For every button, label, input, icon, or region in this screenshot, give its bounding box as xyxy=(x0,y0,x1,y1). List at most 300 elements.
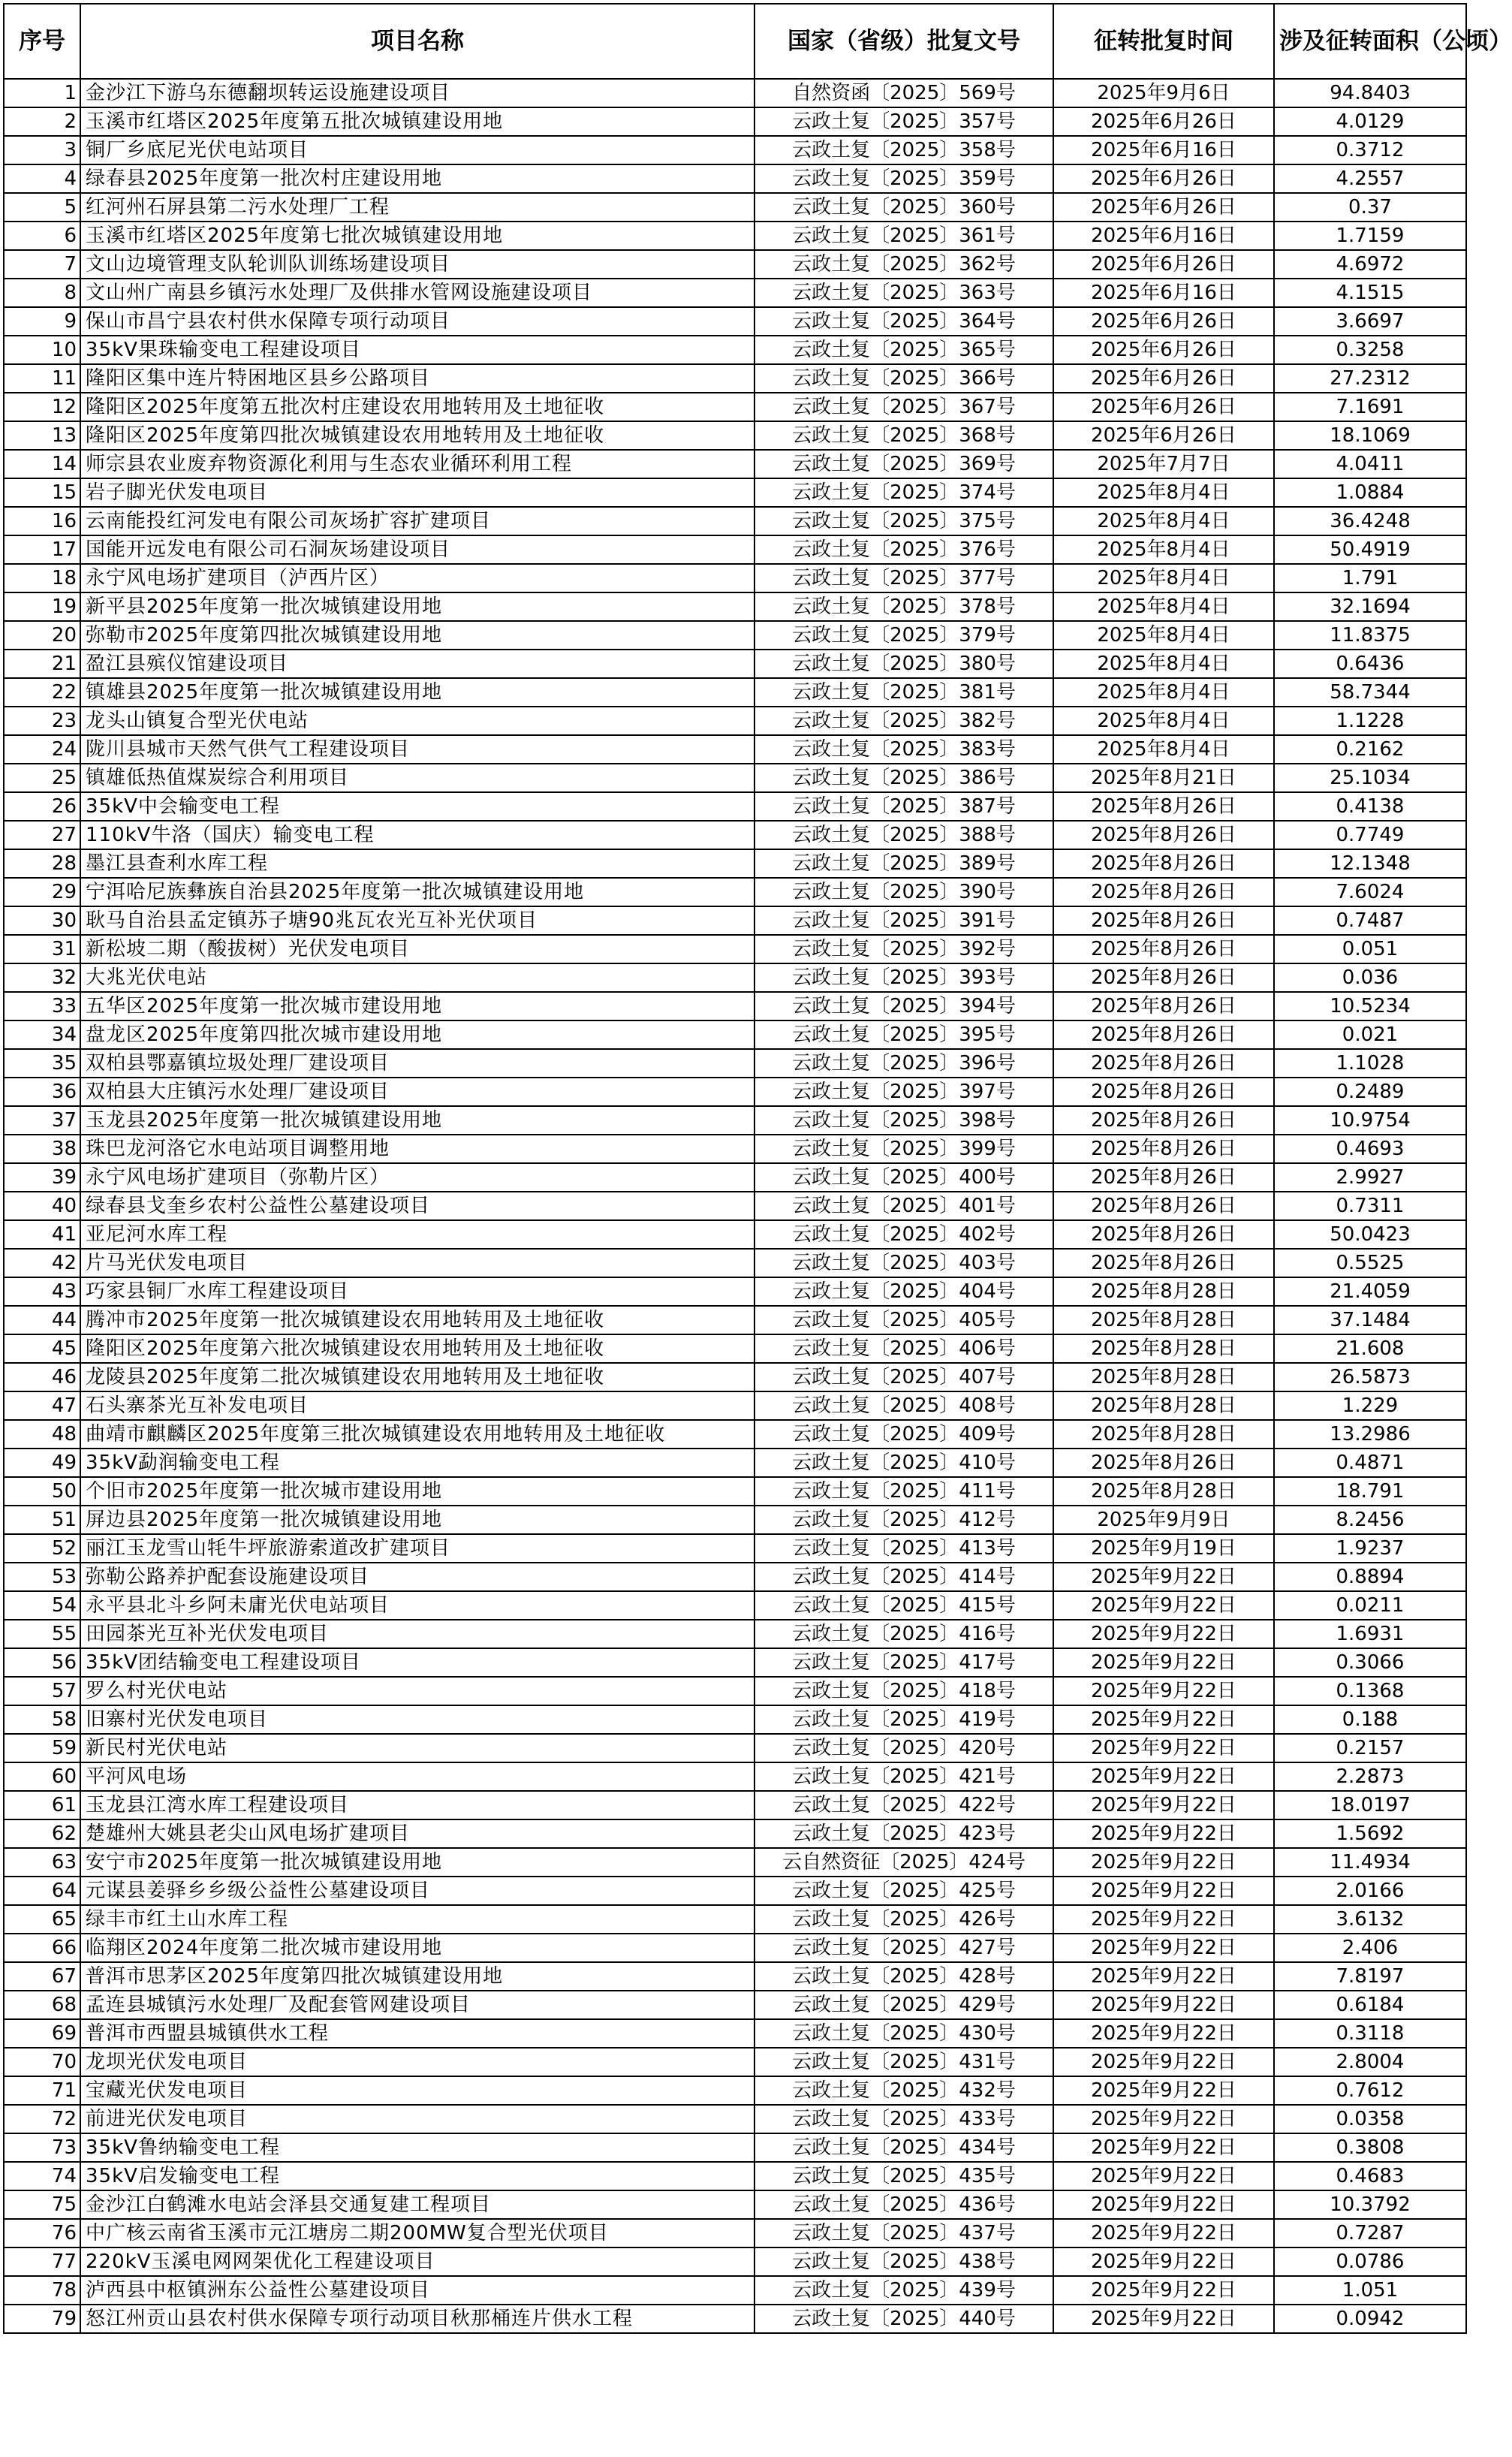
table-row xyxy=(4,1163,1466,1192)
cell-project-name: 盘龙区2025年度第四批次城市建设用地 xyxy=(80,1020,754,1049)
cell-project-name: 旧寨村光伏发电项目 xyxy=(80,1705,754,1734)
cell-project-name: 220kV玉溪电网网架优化工程建设项目 xyxy=(80,2247,754,2276)
cell-approval-date: 2025年8月4日 xyxy=(1053,535,1274,564)
cell-project-name: 普洱市思茅区2025年度第四批次城镇建设用地 xyxy=(80,1962,754,1991)
cell-area-hectares: 4.1515 xyxy=(1274,279,1466,307)
cell-serial-number: 60 xyxy=(4,1762,80,1791)
cell-area-hectares: 2.2873 xyxy=(1274,1762,1466,1791)
cell-serial-number: 58 xyxy=(4,1705,80,1734)
cell-serial-number: 36 xyxy=(4,1078,80,1106)
cell-project-name: 金沙江白鹤滩水电站会泽县交通复建工程项目 xyxy=(80,2190,754,2219)
cell-project-name: 绿丰市红土山水库工程 xyxy=(80,1905,754,1934)
cell-project-name: 隆阳区2025年度第四批次城镇建设农用地转用及土地征收 xyxy=(80,421,754,450)
cell-approval-document: 云政土复〔2025〕431号 xyxy=(754,2048,1053,2076)
cell-serial-number: 66 xyxy=(4,1934,80,1962)
cell-approval-document: 云政土复〔2025〕421号 xyxy=(754,1762,1053,1791)
cell-approval-document: 云政土复〔2025〕430号 xyxy=(754,2019,1053,2048)
cell-serial-number: 23 xyxy=(4,707,80,735)
cell-project-name: 珠巴龙河洛它水电站项目调整用地 xyxy=(80,1135,754,1163)
table-row xyxy=(4,1135,1466,1163)
cell-project-name: 墨江县查利水库工程 xyxy=(80,849,754,878)
cell-area-hectares: 0.7749 xyxy=(1274,821,1466,849)
table-row xyxy=(4,2019,1466,2048)
cell-project-name: 35kV鲁纳输变电工程 xyxy=(80,2133,754,2162)
cell-approval-date: 2025年8月4日 xyxy=(1053,564,1274,592)
cell-area-hectares: 2.0166 xyxy=(1274,1877,1466,1905)
cell-approval-date: 2025年9月22日 xyxy=(1053,1848,1274,1877)
cell-approval-date: 2025年8月28日 xyxy=(1053,1334,1274,1363)
cell-area-hectares: 7.6024 xyxy=(1274,878,1466,906)
cell-project-name: 石头寨茶光互补发电项目 xyxy=(80,1391,754,1420)
cell-project-name: 屏边县2025年度第一批次城镇建设用地 xyxy=(80,1506,754,1534)
table-row xyxy=(4,107,1466,136)
cell-approval-document: 云政土复〔2025〕414号 xyxy=(754,1563,1053,1591)
cell-approval-date: 2025年9月6日 xyxy=(1053,79,1274,107)
table-row xyxy=(4,906,1466,935)
cell-project-name: 镇雄县2025年度第一批次城镇建设用地 xyxy=(80,678,754,707)
cell-area-hectares: 0.7311 xyxy=(1274,1192,1466,1220)
cell-approval-document: 自然资函〔2025〕569号 xyxy=(754,79,1053,107)
cell-approval-date: 2025年6月26日 xyxy=(1053,164,1274,193)
cell-serial-number: 72 xyxy=(4,2105,80,2133)
cell-serial-number: 18 xyxy=(4,564,80,592)
cell-project-name: 龙陵县2025年度第二批次城镇建设农用地转用及土地征收 xyxy=(80,1363,754,1391)
cell-serial-number: 9 xyxy=(4,307,80,336)
cell-area-hectares: 1.1228 xyxy=(1274,707,1466,735)
cell-approval-document: 云政土复〔2025〕357号 xyxy=(754,107,1053,136)
cell-project-name: 岩子脚光伏发电项目 xyxy=(80,478,754,507)
table-row xyxy=(4,535,1466,564)
cell-serial-number: 75 xyxy=(4,2190,80,2219)
cell-serial-number: 20 xyxy=(4,621,80,650)
cell-area-hectares: 0.2157 xyxy=(1274,1734,1466,1762)
cell-serial-number: 37 xyxy=(4,1106,80,1135)
cell-area-hectares: 18.1069 xyxy=(1274,421,1466,450)
cell-serial-number: 53 xyxy=(4,1563,80,1591)
table-row xyxy=(4,849,1466,878)
cell-area-hectares: 0.0358 xyxy=(1274,2105,1466,2133)
cell-project-name: 临翔区2024年度第二批次城市建设用地 xyxy=(80,1934,754,1962)
header-row xyxy=(4,4,1466,79)
cell-approval-document: 云政土复〔2025〕392号 xyxy=(754,935,1053,963)
cell-project-name: 宁洱哈尼族彝族自治县2025年度第一批次城镇建设用地 xyxy=(80,878,754,906)
cell-serial-number: 10 xyxy=(4,336,80,364)
cell-approval-date: 2025年9月22日 xyxy=(1053,1705,1274,1734)
cell-area-hectares: 11.4934 xyxy=(1274,1848,1466,1877)
cell-area-hectares: 2.406 xyxy=(1274,1934,1466,1962)
cell-approval-date: 2025年9月22日 xyxy=(1053,1877,1274,1905)
cell-approval-date: 2025年8月21日 xyxy=(1053,764,1274,792)
cell-project-name: 双柏县鄂嘉镇垃圾处理厂建设项目 xyxy=(80,1049,754,1078)
cell-approval-document: 云政土复〔2025〕366号 xyxy=(754,364,1053,393)
cell-area-hectares: 0.3258 xyxy=(1274,336,1466,364)
cell-approval-document: 云政土复〔2025〕378号 xyxy=(754,592,1053,621)
cell-approval-document: 云政土复〔2025〕412号 xyxy=(754,1506,1053,1534)
cell-approval-document: 云政土复〔2025〕411号 xyxy=(754,1477,1053,1506)
cell-approval-date: 2025年6月26日 xyxy=(1053,107,1274,136)
cell-area-hectares: 1.6931 xyxy=(1274,1620,1466,1648)
cell-area-hectares: 0.5525 xyxy=(1274,1249,1466,1277)
cell-area-hectares: 32.1694 xyxy=(1274,592,1466,621)
cell-area-hectares: 12.1348 xyxy=(1274,849,1466,878)
cell-serial-number: 14 xyxy=(4,450,80,478)
cell-serial-number: 7 xyxy=(4,250,80,279)
cell-approval-document: 云政土复〔2025〕395号 xyxy=(754,1020,1053,1049)
cell-serial-number: 11 xyxy=(4,364,80,393)
cell-serial-number: 8 xyxy=(4,279,80,307)
table-row xyxy=(4,393,1466,421)
cell-project-name: 新松坡二期（酸拔树）光伏发电项目 xyxy=(80,935,754,963)
cell-approval-date: 2025年8月4日 xyxy=(1053,621,1274,650)
cell-approval-date: 2025年8月4日 xyxy=(1053,707,1274,735)
cell-project-name: 35kV中会输变电工程 xyxy=(80,792,754,821)
cell-serial-number: 32 xyxy=(4,963,80,992)
table-row xyxy=(4,1705,1466,1734)
cell-approval-date: 2025年8月26日 xyxy=(1053,1135,1274,1163)
cell-approval-document: 云政土复〔2025〕398号 xyxy=(754,1106,1053,1135)
cell-serial-number: 67 xyxy=(4,1962,80,1991)
cell-project-name: 元谋县姜驿乡乡级公益性公墓建设项目 xyxy=(80,1877,754,1905)
cell-approval-date: 2025年9月22日 xyxy=(1053,1905,1274,1934)
cell-serial-number: 4 xyxy=(4,164,80,193)
cell-approval-date: 2025年9月22日 xyxy=(1053,2162,1274,2190)
cell-area-hectares: 4.0411 xyxy=(1274,450,1466,478)
cell-approval-document: 云政土复〔2025〕406号 xyxy=(754,1334,1053,1363)
cell-project-name: 弥勒市2025年度第四批次城镇建设用地 xyxy=(80,621,754,650)
cell-project-name: 片马光伏发电项目 xyxy=(80,1249,754,1277)
cell-approval-document: 云政土复〔2025〕396号 xyxy=(754,1049,1053,1078)
cell-approval-document: 云政土复〔2025〕422号 xyxy=(754,1791,1053,1819)
cell-serial-number: 44 xyxy=(4,1306,80,1334)
cell-approval-date: 2025年9月22日 xyxy=(1053,2048,1274,2076)
table-row xyxy=(4,421,1466,450)
table-row xyxy=(4,1249,1466,1277)
cell-area-hectares: 0.0942 xyxy=(1274,2305,1466,2333)
cell-area-hectares: 0.6184 xyxy=(1274,1991,1466,2019)
table-body xyxy=(4,79,1466,2333)
cell-approval-date: 2025年8月26日 xyxy=(1053,935,1274,963)
cell-approval-date: 2025年6月26日 xyxy=(1053,336,1274,364)
cell-serial-number: 48 xyxy=(4,1420,80,1449)
cell-approval-date: 2025年8月28日 xyxy=(1053,1420,1274,1449)
table-row xyxy=(4,450,1466,478)
cell-project-name: 弥勒公路养护配套设施建设项目 xyxy=(80,1563,754,1591)
cell-project-name: 金沙江下游乌东德翻坝转运设施建设项目 xyxy=(80,79,754,107)
cell-serial-number: 50 xyxy=(4,1477,80,1506)
cell-serial-number: 29 xyxy=(4,878,80,906)
table-row xyxy=(4,1449,1466,1477)
cell-area-hectares: 0.6436 xyxy=(1274,650,1466,678)
cell-area-hectares: 25.1034 xyxy=(1274,764,1466,792)
cell-approval-document: 云政土复〔2025〕435号 xyxy=(754,2162,1053,2190)
cell-project-name: 龙头山镇复合型光伏电站 xyxy=(80,707,754,735)
cell-serial-number: 57 xyxy=(4,1677,80,1705)
cell-project-name: 35kV勐润输变电工程 xyxy=(80,1449,754,1477)
cell-serial-number: 43 xyxy=(4,1277,80,1306)
cell-project-name: 红河州石屏县第二污水处理厂工程 xyxy=(80,193,754,222)
cell-approval-document: 云政土复〔2025〕416号 xyxy=(754,1620,1053,1648)
cell-approval-date: 2025年8月28日 xyxy=(1053,1477,1274,1506)
cell-approval-date: 2025年9月9日 xyxy=(1053,1506,1274,1534)
cell-project-name: 隆阳区集中连片特困地区县乡公路项目 xyxy=(80,364,754,393)
cell-serial-number: 39 xyxy=(4,1163,80,1192)
cell-serial-number: 74 xyxy=(4,2162,80,2190)
cell-approval-document: 云政土复〔2025〕428号 xyxy=(754,1962,1053,1991)
cell-approval-date: 2025年8月26日 xyxy=(1053,1163,1274,1192)
cell-project-name: 泸西县中枢镇洲东公益性公墓建设项目 xyxy=(80,2276,754,2305)
cell-serial-number: 19 xyxy=(4,592,80,621)
cell-approval-date: 2025年8月26日 xyxy=(1053,992,1274,1020)
cell-approval-document: 云政土复〔2025〕413号 xyxy=(754,1534,1053,1563)
cell-approval-document: 云自然资征〔2025〕424号 xyxy=(754,1848,1053,1877)
cell-approval-document: 云政土复〔2025〕360号 xyxy=(754,193,1053,222)
cell-approval-date: 2025年6月26日 xyxy=(1053,421,1274,450)
table-row xyxy=(4,2305,1466,2333)
cell-area-hectares: 1.0884 xyxy=(1274,478,1466,507)
table-row xyxy=(4,2247,1466,2276)
cell-project-name: 国能开远发电有限公司石洞灰场建设项目 xyxy=(80,535,754,564)
cell-approval-document: 云政土复〔2025〕387号 xyxy=(754,792,1053,821)
cell-area-hectares: 1.9237 xyxy=(1274,1534,1466,1563)
cell-project-name: 35kV团结输变电工程建设项目 xyxy=(80,1648,754,1677)
table-row xyxy=(4,193,1466,222)
cell-serial-number: 28 xyxy=(4,849,80,878)
cell-approval-date: 2025年6月16日 xyxy=(1053,222,1274,250)
cell-approval-date: 2025年8月4日 xyxy=(1053,650,1274,678)
cell-serial-number: 24 xyxy=(4,735,80,764)
table-row xyxy=(4,307,1466,336)
cell-area-hectares: 4.2557 xyxy=(1274,164,1466,193)
table-row xyxy=(4,1192,1466,1220)
table-row xyxy=(4,1020,1466,1049)
table-row xyxy=(4,650,1466,678)
table-row xyxy=(4,136,1466,164)
cell-approval-date: 2025年8月4日 xyxy=(1053,507,1274,535)
cell-approval-date: 2025年9月22日 xyxy=(1053,1620,1274,1648)
table-row xyxy=(4,1620,1466,1648)
cell-approval-document: 云政土复〔2025〕409号 xyxy=(754,1420,1053,1449)
cell-approval-document: 云政土复〔2025〕367号 xyxy=(754,393,1053,421)
table-row xyxy=(4,678,1466,707)
table-row xyxy=(4,2276,1466,2305)
cell-area-hectares: 0.021 xyxy=(1274,1020,1466,1049)
cell-serial-number: 69 xyxy=(4,2019,80,2048)
cell-project-name: 玉溪市红塔区2025年度第七批次城镇建设用地 xyxy=(80,222,754,250)
cell-project-name: 新平县2025年度第一批次城镇建设用地 xyxy=(80,592,754,621)
cell-approval-date: 2025年9月22日 xyxy=(1053,2276,1274,2305)
table-row xyxy=(4,1391,1466,1420)
cell-serial-number: 3 xyxy=(4,136,80,164)
table-row xyxy=(4,1477,1466,1506)
table-row xyxy=(4,2048,1466,2076)
cell-project-name: 永平县北斗乡阿未庸光伏电站项目 xyxy=(80,1591,754,1620)
table-row xyxy=(4,222,1466,250)
cell-approval-date: 2025年8月26日 xyxy=(1053,849,1274,878)
cell-approval-document: 云政土复〔2025〕403号 xyxy=(754,1249,1053,1277)
cell-approval-document: 云政土复〔2025〕419号 xyxy=(754,1705,1053,1734)
cell-area-hectares: 0.1368 xyxy=(1274,1677,1466,1705)
cell-approval-date: 2025年9月22日 xyxy=(1053,2076,1274,2105)
cell-approval-document: 云政土复〔2025〕417号 xyxy=(754,1648,1053,1677)
cell-approval-date: 2025年8月26日 xyxy=(1053,1049,1274,1078)
cell-serial-number: 61 xyxy=(4,1791,80,1819)
cell-area-hectares: 0.3712 xyxy=(1274,136,1466,164)
table-row xyxy=(4,336,1466,364)
table-row xyxy=(4,2190,1466,2219)
cell-area-hectares: 0.051 xyxy=(1274,935,1466,963)
cell-approval-document: 云政土复〔2025〕408号 xyxy=(754,1391,1053,1420)
table-row xyxy=(4,564,1466,592)
cell-area-hectares: 0.3808 xyxy=(1274,2133,1466,2162)
cell-approval-document: 云政土复〔2025〕382号 xyxy=(754,707,1053,735)
cell-area-hectares: 1.7159 xyxy=(1274,222,1466,250)
cell-serial-number: 22 xyxy=(4,678,80,707)
cell-approval-document: 云政土复〔2025〕383号 xyxy=(754,735,1053,764)
cell-area-hectares: 0.8894 xyxy=(1274,1563,1466,1591)
cell-approval-date: 2025年9月22日 xyxy=(1053,2305,1274,2333)
cell-approval-document: 云政土复〔2025〕404号 xyxy=(754,1277,1053,1306)
cell-area-hectares: 7.8197 xyxy=(1274,1962,1466,1991)
cell-serial-number: 45 xyxy=(4,1334,80,1363)
cell-project-name: 35kV启发输变电工程 xyxy=(80,2162,754,2190)
table-row xyxy=(4,1049,1466,1078)
cell-area-hectares: 0.2489 xyxy=(1274,1078,1466,1106)
header-project-name: 项目名称 xyxy=(80,4,754,79)
cell-approval-document: 云政土复〔2025〕369号 xyxy=(754,450,1053,478)
cell-approval-document: 云政土复〔2025〕426号 xyxy=(754,1905,1053,1934)
cell-approval-document: 云政土复〔2025〕437号 xyxy=(754,2219,1053,2247)
cell-serial-number: 40 xyxy=(4,1192,80,1220)
cell-area-hectares: 11.8375 xyxy=(1274,621,1466,650)
header-area-hectares: 涉及征转面积（公顷） xyxy=(1274,4,1466,79)
cell-serial-number: 26 xyxy=(4,792,80,821)
cell-area-hectares: 18.791 xyxy=(1274,1477,1466,1506)
cell-approval-date: 2025年6月26日 xyxy=(1053,364,1274,393)
table-row xyxy=(4,1648,1466,1677)
cell-serial-number: 78 xyxy=(4,2276,80,2305)
cell-approval-date: 2025年9月22日 xyxy=(1053,1962,1274,1991)
cell-area-hectares: 36.4248 xyxy=(1274,507,1466,535)
cell-project-name: 保山市昌宁县农村供水保障专项行动项目 xyxy=(80,307,754,336)
cell-project-name: 腾冲市2025年度第一批次城镇建设农用地转用及土地征收 xyxy=(80,1306,754,1334)
cell-project-name: 龙坝光伏发电项目 xyxy=(80,2048,754,2076)
cell-approval-document: 云政土复〔2025〕432号 xyxy=(754,2076,1053,2105)
table-row xyxy=(4,1677,1466,1705)
cell-approval-document: 云政土复〔2025〕402号 xyxy=(754,1220,1053,1249)
cell-area-hectares: 1.791 xyxy=(1274,564,1466,592)
cell-area-hectares: 10.3792 xyxy=(1274,2190,1466,2219)
table-row xyxy=(4,1078,1466,1106)
table-row xyxy=(4,1734,1466,1762)
table-row xyxy=(4,79,1466,107)
cell-area-hectares: 58.7344 xyxy=(1274,678,1466,707)
cell-area-hectares: 50.4919 xyxy=(1274,535,1466,564)
cell-approval-document: 云政土复〔2025〕375号 xyxy=(754,507,1053,535)
cell-serial-number: 5 xyxy=(4,193,80,222)
cell-approval-document: 云政土复〔2025〕429号 xyxy=(754,1991,1053,2019)
table-row xyxy=(4,963,1466,992)
cell-approval-document: 云政土复〔2025〕415号 xyxy=(754,1591,1053,1620)
table-row xyxy=(4,1791,1466,1819)
cell-area-hectares: 10.5234 xyxy=(1274,992,1466,1020)
cell-serial-number: 77 xyxy=(4,2247,80,2276)
cell-serial-number: 30 xyxy=(4,906,80,935)
cell-project-name: 文山州广南县乡镇污水处理厂及供排水管网设施建设项目 xyxy=(80,279,754,307)
cell-approval-document: 云政土复〔2025〕389号 xyxy=(754,849,1053,878)
cell-approval-document: 云政土复〔2025〕376号 xyxy=(754,535,1053,564)
cell-area-hectares: 8.2456 xyxy=(1274,1506,1466,1534)
table-row xyxy=(4,1306,1466,1334)
cell-approval-date: 2025年9月22日 xyxy=(1053,1791,1274,1819)
table-row xyxy=(4,1220,1466,1249)
cell-approval-date: 2025年9月22日 xyxy=(1053,1591,1274,1620)
cell-approval-date: 2025年8月26日 xyxy=(1053,963,1274,992)
cell-approval-document: 云政土复〔2025〕407号 xyxy=(754,1363,1053,1391)
table-row xyxy=(4,1334,1466,1363)
cell-approval-date: 2025年8月26日 xyxy=(1053,1449,1274,1477)
cell-area-hectares: 7.1691 xyxy=(1274,393,1466,421)
cell-project-name: 师宗县农业废弃物资源化利用与生态农业循环利用工程 xyxy=(80,450,754,478)
cell-approval-document: 云政土复〔2025〕399号 xyxy=(754,1135,1053,1163)
cell-area-hectares: 1.051 xyxy=(1274,2276,1466,2305)
table-row xyxy=(4,1277,1466,1306)
table-row xyxy=(4,935,1466,963)
cell-approval-date: 2025年8月28日 xyxy=(1053,1363,1274,1391)
table-row xyxy=(4,1762,1466,1791)
cell-serial-number: 65 xyxy=(4,1905,80,1934)
cell-project-name: 隆阳区2025年度第五批次村庄建设农用地转用及土地征收 xyxy=(80,393,754,421)
cell-approval-document: 云政土复〔2025〕418号 xyxy=(754,1677,1053,1705)
cell-area-hectares: 0.7287 xyxy=(1274,2219,1466,2247)
cell-serial-number: 54 xyxy=(4,1591,80,1620)
cell-approval-document: 云政土复〔2025〕380号 xyxy=(754,650,1053,678)
cell-project-name: 双柏县大庄镇污水处理厂建设项目 xyxy=(80,1078,754,1106)
cell-project-name: 铜厂乡底尼光伏电站项目 xyxy=(80,136,754,164)
table-row xyxy=(4,735,1466,764)
cell-serial-number: 68 xyxy=(4,1991,80,2019)
cell-serial-number: 52 xyxy=(4,1534,80,1563)
table-row xyxy=(4,764,1466,792)
cell-approval-date: 2025年6月16日 xyxy=(1053,136,1274,164)
cell-approval-date: 2025年9月22日 xyxy=(1053,1648,1274,1677)
cell-project-name: 陇川县城市天然气供气工程建设项目 xyxy=(80,735,754,764)
cell-approval-document: 云政土复〔2025〕374号 xyxy=(754,478,1053,507)
cell-approval-date: 2025年9月22日 xyxy=(1053,2019,1274,2048)
cell-approval-date: 2025年8月26日 xyxy=(1053,1220,1274,1249)
cell-approval-document: 云政土复〔2025〕438号 xyxy=(754,2247,1053,2276)
cell-approval-document: 云政土复〔2025〕386号 xyxy=(754,764,1053,792)
cell-approval-document: 云政土复〔2025〕433号 xyxy=(754,2105,1053,2133)
cell-area-hectares: 26.5873 xyxy=(1274,1363,1466,1391)
cell-project-name: 玉龙县2025年度第一批次城镇建设用地 xyxy=(80,1106,754,1135)
table-row xyxy=(4,1591,1466,1620)
cell-area-hectares: 0.036 xyxy=(1274,963,1466,992)
cell-project-name: 新民村光伏电站 xyxy=(80,1734,754,1762)
cell-serial-number: 51 xyxy=(4,1506,80,1534)
cell-area-hectares: 13.2986 xyxy=(1274,1420,1466,1449)
cell-serial-number: 2 xyxy=(4,107,80,136)
header-approval-date: 征转批复时间 xyxy=(1053,4,1274,79)
cell-project-name: 玉溪市红塔区2025年度第五批次城镇建设用地 xyxy=(80,107,754,136)
cell-area-hectares: 0.2162 xyxy=(1274,735,1466,764)
cell-serial-number: 6 xyxy=(4,222,80,250)
cell-approval-document: 云政土复〔2025〕394号 xyxy=(754,992,1053,1020)
cell-approval-document: 云政土复〔2025〕388号 xyxy=(754,821,1053,849)
table-row xyxy=(4,250,1466,279)
cell-area-hectares: 10.9754 xyxy=(1274,1106,1466,1135)
cell-approval-date: 2025年9月22日 xyxy=(1053,1819,1274,1848)
cell-serial-number: 42 xyxy=(4,1249,80,1277)
